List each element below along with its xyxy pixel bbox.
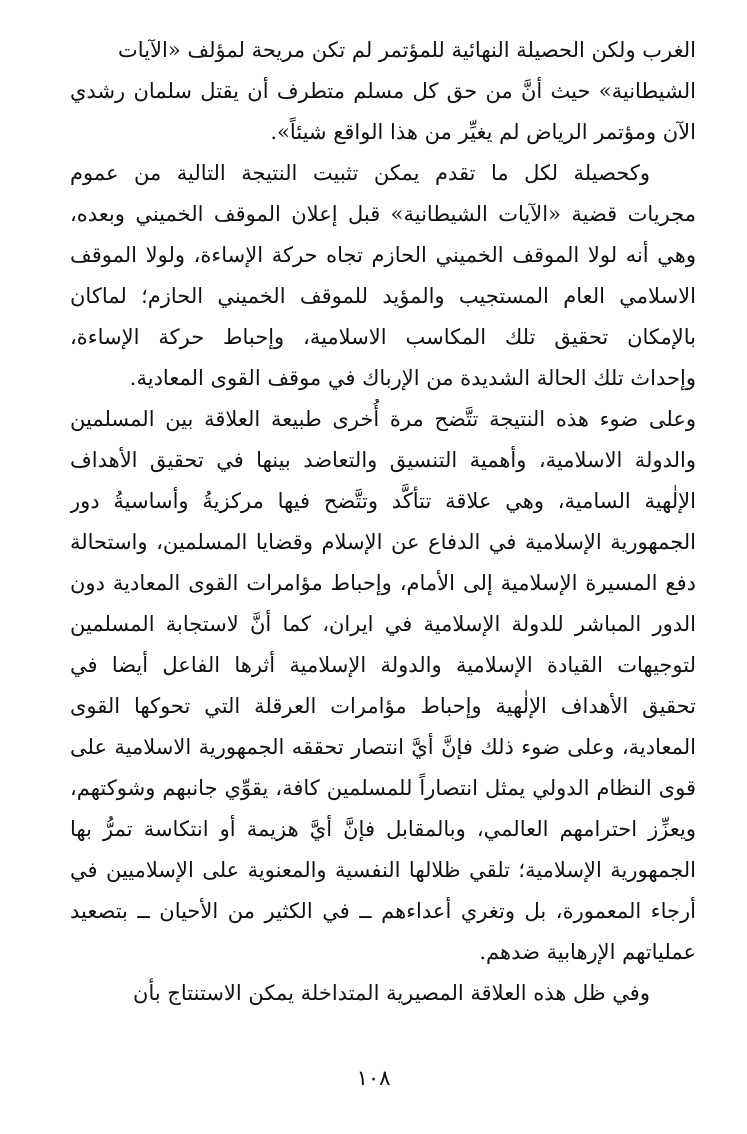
text-line: وكحصيلة لكل ما تقدم يمكن تثبيت النتيجة التالية من عموم	[70, 161, 650, 185]
text-line: مجريات قضية «الآيات الشيطانية» قبل إعلان الموقف الخميني وبعده،	[70, 202, 696, 226]
text-line: عملياتهم الإرهابية ضدهم.	[479, 940, 696, 964]
page-number: ١٠٨	[356, 1066, 391, 1090]
text-line: وإحداث تلك الحالة الشديدة من الإرباك في موقف القوى المعادية.	[129, 366, 696, 390]
text-line: الاسلامي العام المستجيب والمؤيد للموقف الخميني الحازم؛ لماكان	[70, 284, 696, 308]
text-line: قوى النظام الدولي يمثل انتصاراً للمسلمين كافة، يقوِّي جانبهم وشوكتهم،	[70, 776, 696, 800]
text-line: الغرب ولكن الحصيلة النهائية للمؤتمر لم تكن مريحة لمؤلف «الآيات	[118, 38, 696, 62]
text-line: والدولة الاسلامية، وأهمية التنسيق والتعاضد بينها في تحقيق الأهداف	[70, 448, 696, 472]
text-line: الشيطانية» حيث أنَّ من حق كل مسلم متطرف أن يقتل سلمان رشدي	[70, 79, 696, 103]
text-line: ويعزِّز احترامهم العالمي، وبالمقابل فإنَّ أيَّ هزيمة أو انتكاسة تمرُّ بها	[70, 817, 696, 841]
text-line: لتوجيهات القيادة الإسلامية والدولة الإسلامية أثرها الفاعل أيضا في	[70, 653, 696, 677]
text-body	[70, 30, 696, 1030]
text-line: تحقيق الأهداف الإلٰهية وإحباط مؤامرات العرقلة التي تحوكها القوى	[70, 694, 696, 718]
text-line: الدور المباشر للدولة الإسلامية في ايران، كما أنَّ لاستجابة المسلمين	[70, 612, 696, 636]
text-line: الآن ومؤتمر الرياض لم يغيِّر من هذا الواقع شيئاً».	[270, 120, 696, 144]
text-line: وعلى ضوء هذه النتيجة تتَّضح مرة أُخرى طبيعة العلاقة بين المسلمين	[70, 407, 696, 431]
text-line: أرجاء المعمورة، بل وتغري أعداءهم ــ في الكثير من الأحيان ــ بتصعيد	[70, 899, 696, 923]
text-line: وهي أنه لولا الموقف الخميني الحازم تجاه حركة الإساءة، ولولا الموقف	[70, 243, 696, 267]
text-line: وفي ظل هذه العلاقة المصيرية المتداخلة يمكن الاستنتاج بأن	[133, 981, 650, 1005]
text-line: الجمهورية الإسلامية في الدفاع عن الإسلام وقضايا المسلمين، واستحالة	[70, 530, 696, 554]
text-line: بالإمكان تحقيق تلك المكاسب الاسلامية، وإحباط حركة الإساءة،	[70, 325, 696, 349]
text-line: الإلٰهية السامية، وهي علاقة تتأكَّد وتتَّضح فيها مركزيةُ وأساسيةُ دور	[70, 489, 696, 513]
text-line: المعادية، وعلى ضوء ذلك فإنَّ أيَّ انتصار تحققه الجمهورية الاسلامية على	[70, 735, 696, 759]
text-line: دفع المسيرة الإسلامية إلى الأمام، وإحباط مؤامرات القوى المعادية دون	[70, 571, 696, 595]
text-line: الجمهورية الإسلامية؛ تلقي ظلالها النفسية والمعنوية على الإسلاميين في	[70, 858, 696, 882]
